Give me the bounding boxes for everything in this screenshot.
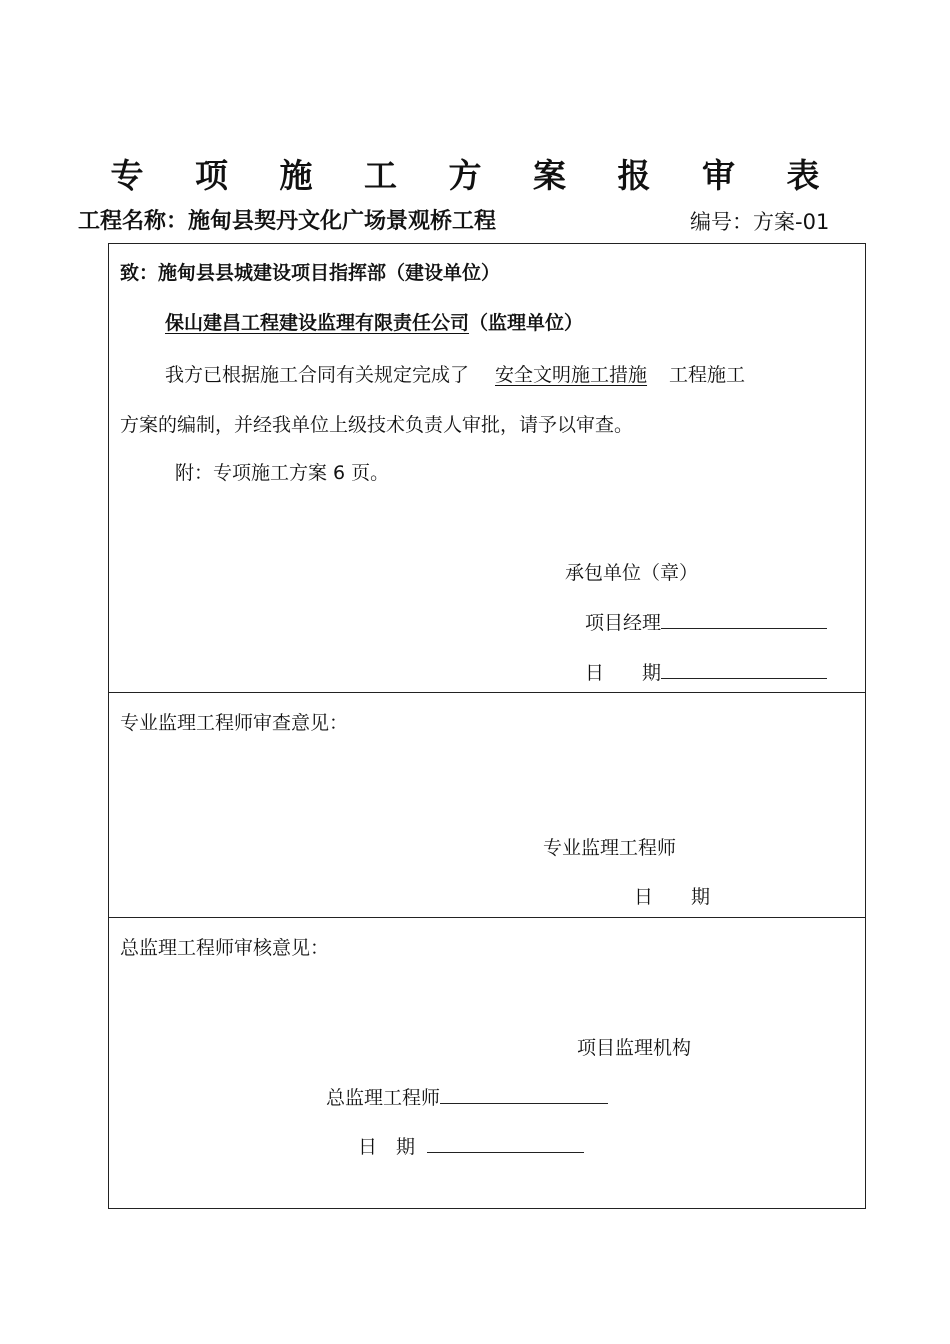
chief-engineer-field[interactable]: [440, 1084, 608, 1104]
section1-date-label: 日 期: [585, 662, 662, 684]
addressee-line: 致：施甸县县城建设项目指挥部（建设单位）: [120, 262, 501, 284]
body-post: 工程施工: [669, 364, 746, 386]
contractor-seal-label: 承包单位（章）: [565, 562, 699, 584]
body-item: 安全文明施工措施: [495, 364, 648, 386]
supervisor-company: 保山建昌工程建设监理有限责任公司: [165, 312, 470, 334]
section2-date-label: 日 期: [634, 886, 711, 908]
form-title: 专 项 施 工 方 案 报 审 表: [110, 156, 840, 195]
specialist-opinion-heading: 专业监理工程师审查意见：: [120, 712, 349, 734]
project-name-line: [78, 204, 496, 235]
project-manager-field[interactable]: [661, 609, 827, 629]
specialist-engineer-label: 专业监理工程师: [543, 837, 677, 859]
section3-date-field[interactable]: [427, 1133, 584, 1153]
chief-engineer-label: 总监理工程师: [326, 1087, 441, 1109]
project-name: 施甸县契丹文化广场景观桥工程: [188, 209, 497, 234]
supervisor-line: [165, 308, 583, 335]
body-line-2: 方案的编制，并经我单位上级技术负责人审批，请予以审查。: [120, 414, 634, 436]
body-pre: 我方已根据施工合同有关规定完成了: [165, 364, 470, 386]
section1-date-line: [585, 658, 827, 685]
supervision-org-label: 项目监理机构: [577, 1037, 692, 1059]
supervisor-suffix: （监理单位）: [469, 312, 584, 334]
number-label: 编号：: [690, 210, 753, 234]
body-line-1: [165, 360, 745, 387]
project-manager-line: [585, 608, 827, 635]
section1-date-field[interactable]: [661, 659, 827, 679]
form-number: [690, 206, 829, 236]
project-manager-label: 项目经理: [585, 612, 662, 634]
chief-opinion-heading: 总监理工程师审核意见：: [120, 937, 330, 959]
chief-engineer-line: [326, 1083, 608, 1110]
section3-date-label: 日 期: [358, 1136, 416, 1158]
section-divider-2: [108, 917, 866, 918]
section-divider-1: [108, 692, 866, 693]
number-value: 方案-01: [753, 210, 830, 234]
attachment-line: 附：专项施工方案 6 页。: [175, 462, 390, 484]
project-label: 工程名称：: [78, 209, 189, 234]
section3-date-line: [358, 1132, 584, 1159]
